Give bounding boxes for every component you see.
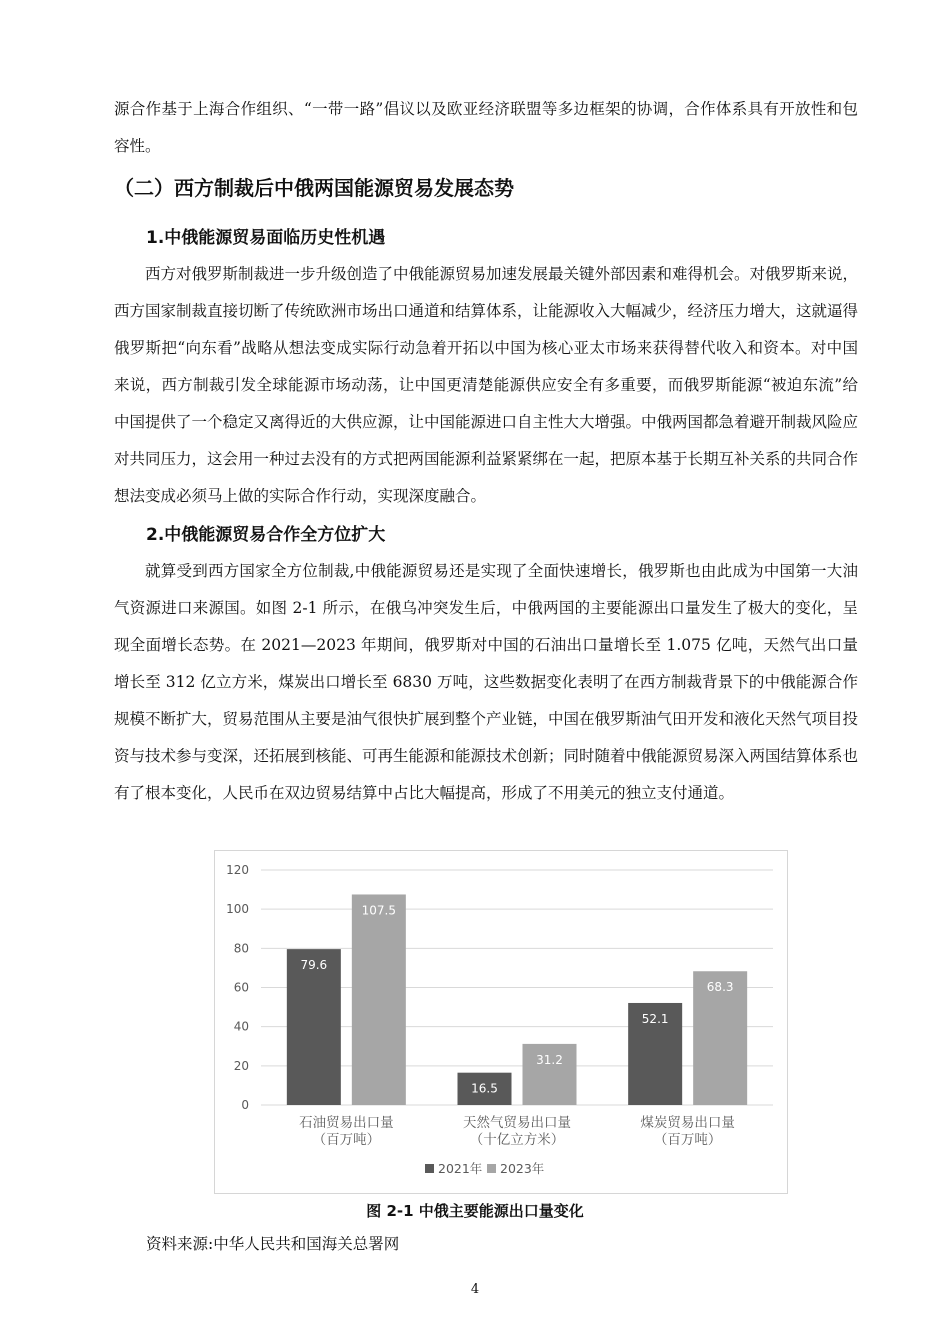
legend-swatch <box>425 1164 434 1173</box>
page-number: 4 <box>470 1282 480 1297</box>
y-tick-label: 40 <box>233 1019 249 1034</box>
bar <box>287 949 341 1105</box>
bar <box>352 894 406 1105</box>
x-tick-label: 煤炭贸易出口量 <box>640 1115 735 1131</box>
subsection2-heading: 2.中俄能源贸易合作全方位扩大 <box>146 525 386 545</box>
data-label: 68.3 <box>706 980 734 995</box>
x-tick-label: 天然气贸易出口量 <box>463 1115 571 1131</box>
legend-label: 2021年 <box>438 1161 483 1176</box>
legend-label: 2023年 <box>500 1161 545 1176</box>
chart-canvas <box>215 851 789 1195</box>
x-tick-label: （十亿立方米） <box>469 1132 565 1148</box>
source-note: 资料来源:中华人民共和国海关总署网 <box>146 1235 400 1253</box>
x-tick-label: （百万吨） <box>653 1132 722 1148</box>
y-tick-label: 80 <box>233 941 249 956</box>
data-label: 107.5 <box>361 903 397 918</box>
data-label: 79.6 <box>300 958 328 973</box>
x-tick-label: （百万吨） <box>312 1132 381 1148</box>
y-tick-label: 20 <box>233 1058 249 1073</box>
energy-export-chart <box>214 850 788 1194</box>
figure-caption: 图 2-1 中俄主要能源出口量变化 <box>366 1202 584 1220</box>
subsection2-body: 就算受到西方国家全方位制裁,中俄能源贸易还是实现了全面快速增长，俄罗斯也由此成为中国第一大油气资源进口来源国。如图 2-1 所示，在俄乌冲突发生后，中俄两国的主要能源出口量发生了极大的变化，呈现全面增长态势。在 2021—2023 年期间，俄罗斯对中国的石油出口量增长至 1.075 亿吨，天然气出口量增长至 312 亿立方米，煤炭出口增长至 6830 万吨，这些数据变化表明了在西方制裁背景下的中俄能源合作规模不断扩大，贸易范围从主要是油气很快扩展到整个产业链，中国在俄罗斯油气田开发和液化天然气项目投资与技术参与变深，还拓展到核能、可再生能源和能源技术创新；同时随着中俄能源贸易深入两国结算体系也有了根本变化，人民币在双边贸易结算中占比大幅提高，形成了不用美元的独立支付通道。 <box>114 562 859 802</box>
subsection1-body: 西方对俄罗斯制裁进一步升级创造了中俄能源贸易加速发展最关键外部因素和难得机会。对俄罗斯来说，西方国家制裁直接切断了传统欧洲市场出口通道和结算体系，让能源收入大幅减少，经济压力增大，这就逼得俄罗斯把“向东看”战略从想法变成实际行动急着开拓以中国为核心亚太市场来获得替代收入和资本。对中国来说，西方制裁引发全球能源市场动荡，让中国更清楚能源供应安全有多重要，而俄罗斯能源“被迫东流”给中国提供了一个稳定又离得近的大供应源，让中国能源进口自主性大大增强。中俄两国都急着避开制裁风险应对共同压力，这会用一种过去没有的方式把两国能源利益紧紧绑在一起，把原本基于长期互补关系的共同合作想法变成必须马上做的实际合作行动，实现深度融合。 <box>114 265 859 505</box>
y-tick-label: 100 <box>226 902 249 917</box>
data-label: 31.2 <box>536 1052 563 1067</box>
legend-swatch <box>487 1164 496 1173</box>
y-tick-label: 0 <box>241 1098 249 1112</box>
data-label: 52.1 <box>641 1011 669 1026</box>
section-heading: （二）西方制裁后中俄两国能源贸易发展态势 <box>114 176 514 200</box>
intro-paragraph: 源合作基于上海合作组织、“一带一路”倡议以及欧亚经济联盟等多边框架的协调，合作体系具有开放性和包容性。 <box>114 100 858 155</box>
y-tick-label: 120 <box>226 863 249 877</box>
subsection1-heading: 1.中俄能源贸易面临历史性机遇 <box>146 228 386 248</box>
data-label: 16.5 <box>471 1081 498 1096</box>
x-tick-label: 石油贸易出口量 <box>299 1115 394 1131</box>
y-tick-label: 60 <box>233 980 249 995</box>
